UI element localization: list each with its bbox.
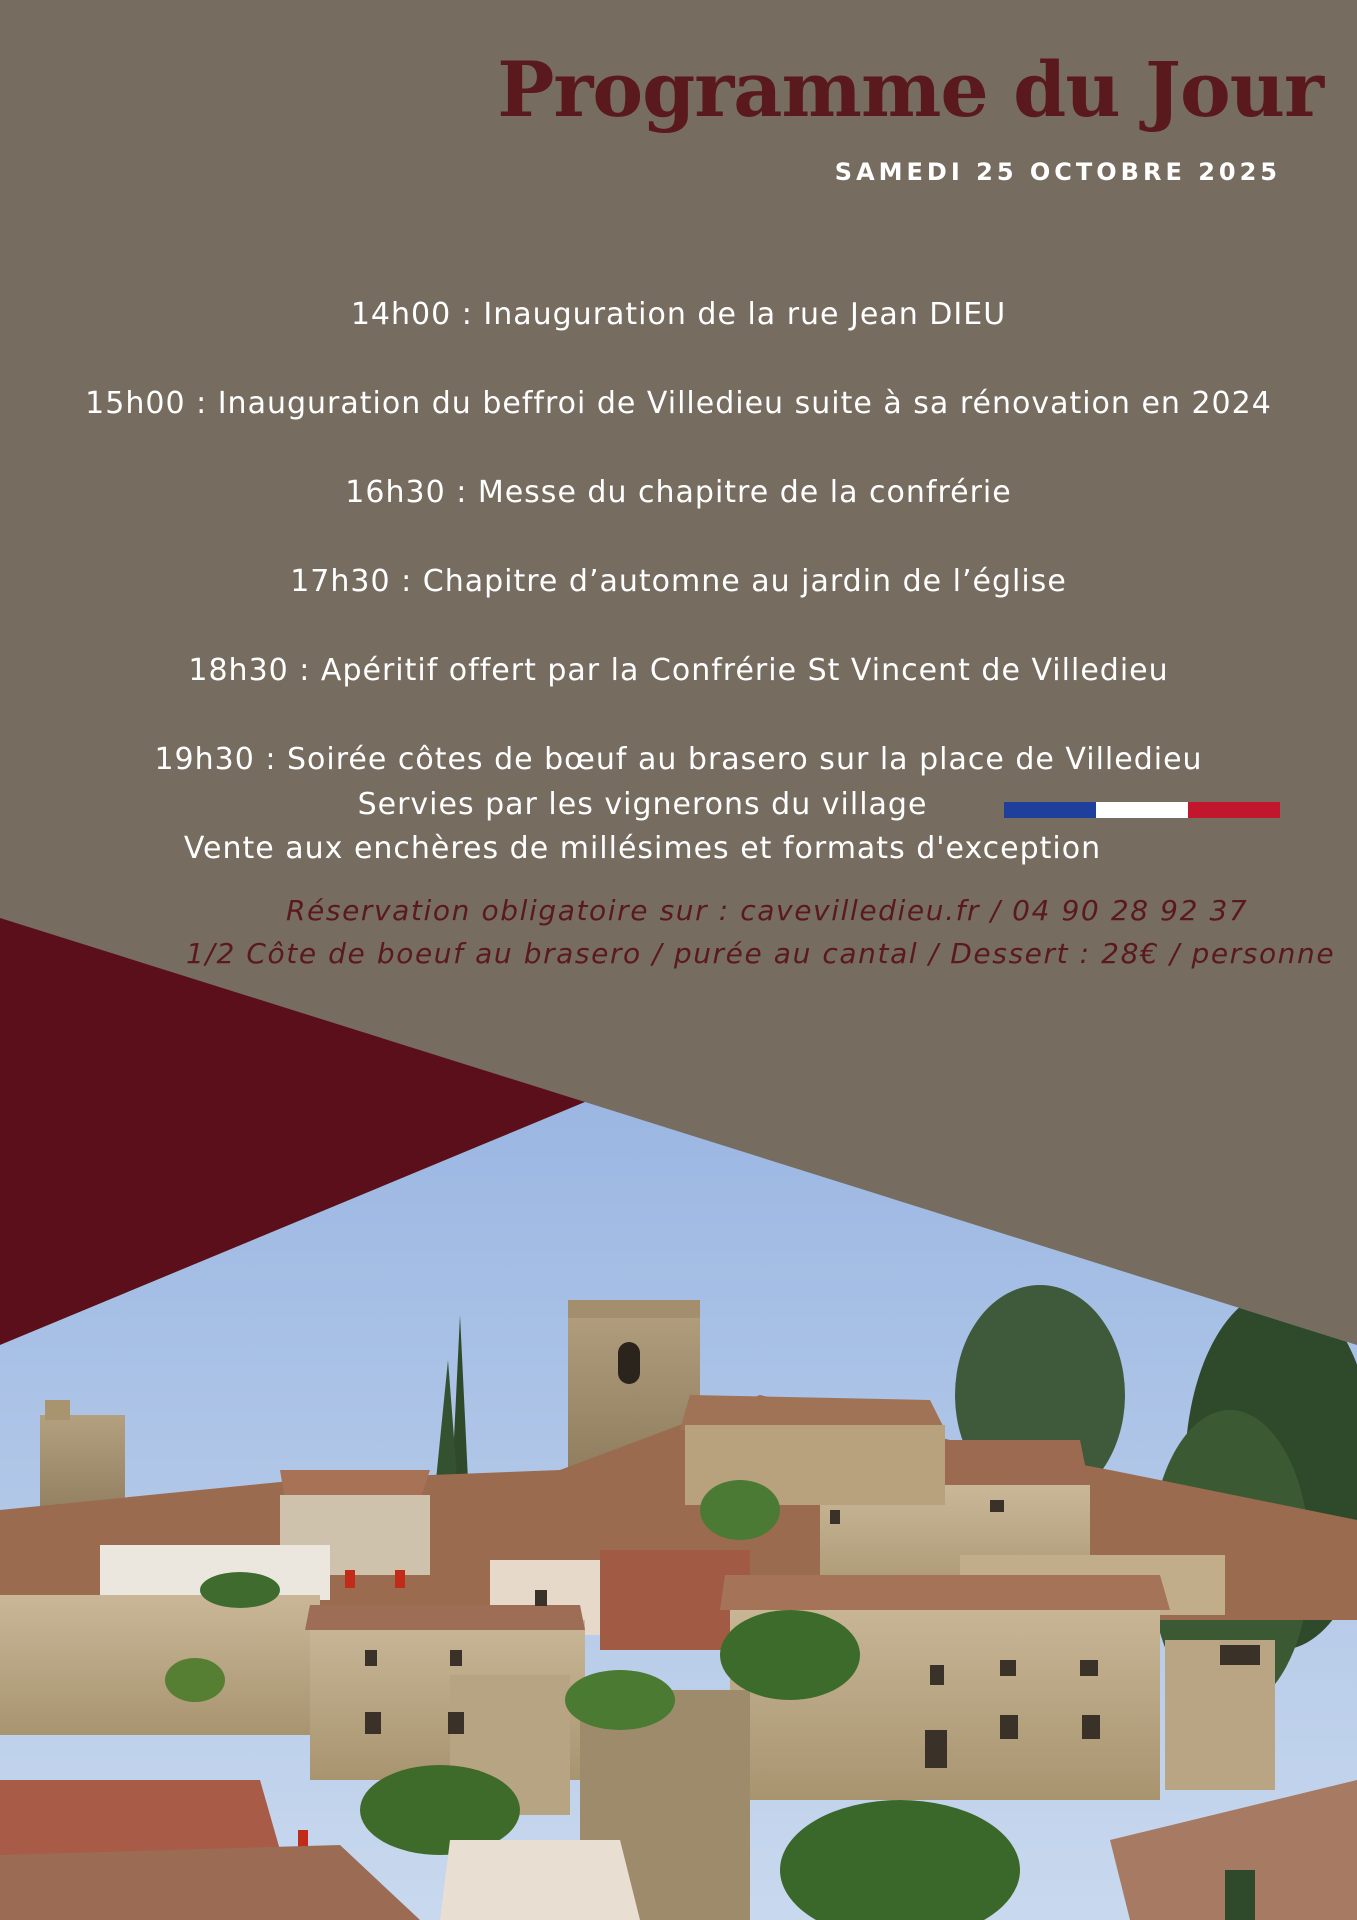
menu-price: 1/2 Côte de boeuf au brasero / purée au cantal / Dessert : 28€ / personne	[186, 937, 1336, 970]
schedule-item: 17h30 : Chapitre d’automne au jardin de l’église	[290, 564, 1067, 599]
schedule-item: 15h00 : Inauguration du beffroi de Villedieu suite à sa rénovation en 2024	[85, 386, 1272, 421]
french-flag-icon	[1004, 802, 1280, 818]
schedule-item: 18h30 : Apéritif offert par la Confrérie St Vincent de Villedieu	[188, 653, 1169, 688]
schedule-item: 19h30 : Soirée côtes de bœuf au brasero sur la place de Villedieu	[154, 742, 1203, 777]
reservation-info: Réservation obligatoire sur : cavevilledieu.fr / 04 90 28 92 37	[286, 894, 1249, 927]
dinner-detail: Vente aux enchères de millésimes et formats d'exception	[183, 831, 1102, 866]
page-title: Programme du Jour	[497, 45, 1323, 134]
event-date: SAMEDI 25 OCTOBRE 2025	[834, 158, 1281, 186]
dinner-detail: Servies par les vignerons du village	[357, 787, 928, 822]
schedule-item: 16h30 : Messe du chapitre de la confrérie	[345, 475, 1012, 510]
schedule-item: 14h00 : Inauguration de la rue Jean DIEU	[350, 297, 1007, 332]
